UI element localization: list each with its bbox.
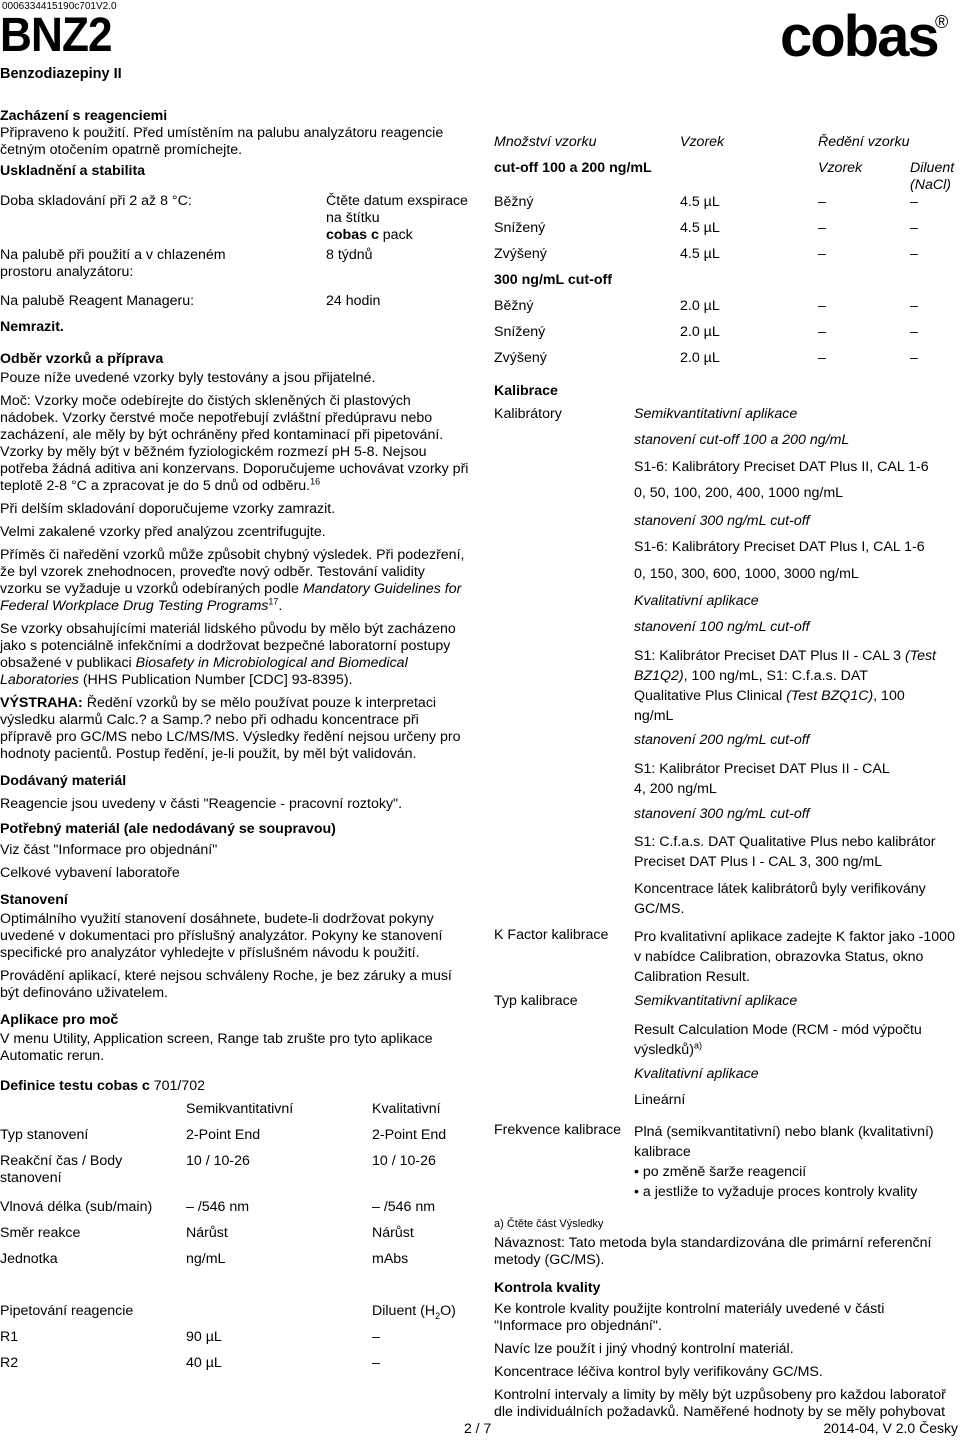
kfactor-label: K Factor kalibrace — [494, 927, 609, 943]
logo-registered-mark: ® — [935, 12, 949, 32]
qc-text: Kontrolní intervaly a limity by měly být uzpůsobeny pro každou laboratoř dle individuálních požadavků. Naměřené hodnoty by se měly pohybovat — [494, 1387, 946, 1420]
required-title: Potřebný materiál (ale nedodávaný se soupravou) — [0, 821, 336, 837]
calibration-title: Kalibrace — [494, 383, 558, 399]
table-row: Snížený 4.5 µL – – — [494, 220, 918, 236]
frequency-label: Frekvence kalibrace — [494, 1122, 621, 1138]
storage-value: 24 hodin — [326, 293, 381, 309]
page-number: 2 / 7 — [464, 1420, 492, 1436]
bullet-icon: • — [634, 1164, 639, 1180]
table-row — [494, 406, 956, 927]
traceability-text: Návaznost: Tato metoda byla standardizována dle primární referenční metody (GC/MS). — [494, 1235, 932, 1268]
qc-text: Koncentrace léčiva kontrol byly verifikovány GC/MS. — [494, 1364, 823, 1380]
storage-value: 8 týdnů — [326, 247, 373, 263]
storage-label: Doba skladování při 2 až 8 °C: — [0, 193, 192, 209]
storage-title: Uskladnění a stabilita — [0, 163, 146, 179]
qc-title: Kontrola kvality — [494, 1280, 601, 1296]
supplied-text: Reagencie jsou uvedeny v části "Reagencie - pracovní roztoky". — [0, 796, 403, 812]
storage-value-tail: pack — [382, 227, 413, 243]
reference-number: 16 — [310, 476, 321, 487]
left-column — [0, 108, 470, 1381]
list-item: • a jestliže to vyžaduje proces kontroly kvality — [634, 1184, 918, 1200]
sampling-paragraph: Velmi zakalené vzorky před analýzou zcentrifugujte. — [0, 524, 326, 540]
assay-text: Provádění aplikací, které nejsou schváleny Roche, je bez záruky a musí být definováno uživatelem. — [0, 968, 452, 1001]
storage-value-bold: cobas c — [326, 227, 379, 243]
table-header-row: cut-off 100 a 200 ng/mL Vzorek Diluent (NaCl) — [494, 160, 955, 193]
table-row: Reakční čas / Body stanovení 10 / 10-26 10 / 10-26 — [0, 1153, 436, 1186]
table-row: R2 40 µL – — [0, 1355, 380, 1371]
sample-volume-table — [494, 134, 956, 376]
sampling-paragraph: Moč: Vzorky moče odebírejte do čistých skleněných či plastových nádobek. Vzorky čerstvé moče nepotřebují zvláštní předúpravu nebo zacházení, ale měly by být ochráněny před kontaminací při pipetování. Vzorky by měly být v běžném fyziologickém rozmezí pH 5-8. Nejsou potřeba žádná aditiva ani konzervans. Doporučujeme uchovávat vzorky při teplotě 2-8 °C a zpracovat je do 5 dnů od odběru.$^{16}$ — [0, 393, 469, 494]
warning-paragraph: VÝSTRAHA: Ředění vzorků by se mělo používat pouze k interpretaci výsledku alarmů Calc.? a Samp.? nebo při odhadu koncentrace při přípravě pro GC/MS nebo LC/MS/MS. Výsledky ředění nejsou určeny pro hodnoty pacientů. Postup ředění, je-li použit, by měl být validován. — [0, 695, 461, 762]
caltype-label: Typ kalibrace — [494, 993, 578, 1009]
table-header-row: Množství vzorku Vzorek Ředění vzorku — [494, 134, 910, 150]
document-version: 2014-04, V 2.0 Česky — [823, 1420, 958, 1436]
handling-text: Připraveno k použití. Před umístěním na palubu analyzátoru reagencie četným otočením opatrně promíchejte. — [0, 125, 444, 158]
table-row: Běžný 2.0 µL – – — [494, 298, 918, 314]
storage-value-text: Čtěte datum exspirace na štítku — [326, 193, 468, 226]
table-row — [494, 927, 956, 993]
document-id: 0006334415190c701V2.0 — [2, 1, 117, 12]
sampling-paragraph: Se vzorky obsahujícími materiál lidského původu by mělo být zacházeno jako s potenciálně infekčními a dodržovat bezpečné laboratorní postupy obsažené v publikaci Biosafety in Microbiological and Biomedical Laboratories (HHS Publication Number [CDC] 93-8395). — [0, 621, 456, 688]
bullet-icon: • — [634, 1184, 639, 1200]
required-text: Celkové vybavení laboratoře — [0, 865, 180, 881]
table-row: Zvýšený 2.0 µL – – — [494, 350, 918, 366]
storage-table — [0, 193, 470, 319]
assay-title: Stanovení — [0, 892, 68, 908]
product-subtitle: Benzodiazepiny II — [0, 66, 122, 82]
calibrators-label: Kalibrátory — [494, 406, 562, 422]
cobas-logo — [780, 6, 952, 71]
table-row: Typ stanovení 2-Point End 2-Point End — [0, 1127, 447, 1143]
table-row: Vlnová délka (sub/main) – /546 nm – /546 nm — [0, 1199, 436, 1215]
table-row: Snížený 2.0 µL – – — [494, 324, 918, 340]
storage-value — [326, 193, 470, 247]
do-not-freeze: Nemrazit. — [0, 319, 64, 335]
logo-text: cobas — [780, 6, 938, 66]
table-row — [0, 193, 470, 247]
sampling-title: Odběr vzorků a příprava — [0, 351, 164, 367]
table-row: Typ kalibrace Semikvantitativní aplikace Result Calculation Mode (RCM - mód výpočtu výsledků)$^{a)}$ Kvalitativní aplikace Lineární — [494, 993, 956, 1122]
assay-text: Optimálního využití stanovení dosáhnete, budete-li dodržovat pokyny uvedené v dokumentaci pro příslušný analyzátor. Pokyny ke stanovení specifické pro analyzátor vyhledejte v příslušném návodu k použití. — [0, 911, 443, 961]
kfactor-text: Pro kvalitativní aplikace zadejte K faktor jako -1000 v nabídce Calibration, obrazovka Status, okno Calibration Result. — [634, 929, 955, 985]
table-row: Jednotka ng/mL mAbs — [0, 1251, 409, 1267]
reference-number: 17 — [268, 596, 279, 607]
list-item: • po změně šarže reagencií — [634, 1164, 807, 1180]
test-definition-title: Definice testu cobas c 701/702 — [0, 1078, 206, 1094]
table-header-row: 300 ng/mL cut-off — [494, 272, 612, 288]
urine-text: V menu Utility, Application screen, Range tab zrušte pro tyto aplikace Automatic rerun. — [0, 1031, 433, 1064]
product-code: BNZ2 — [0, 9, 112, 62]
table-row — [0, 293, 470, 319]
table-header-row: Semikvantitativní Kvalitativní — [186, 1101, 441, 1117]
handling-title: Zacházení s reagenciemi — [0, 108, 168, 124]
test-definition-table — [0, 1101, 470, 1381]
warning-label: VÝSTRAHA: — [0, 695, 83, 711]
calibration-table — [494, 406, 956, 1202]
storage-label: Na palubě Reagent Manageru: — [0, 293, 195, 309]
table-row — [0, 247, 470, 293]
sampling-paragraph: Při delším skladování doporučujeme vzorky zamrazit. — [0, 501, 336, 517]
sampling-paragraph: Příměs či naředění vzorků může způsobit chybný výsledek. Při podezření, že byl vzorek znehodnocen, proveďte nový odběr. Testování validity vzorku se vyžaduje u vzorků odebíraných podle Mandatory Guidelines for Federal Workplace Drug Testing Programs$^{17}$. — [0, 547, 465, 614]
table-row: Zvýšený 4.5 µL – – — [494, 246, 918, 262]
table-row: Směr reakce Nárůst Nárůst — [0, 1225, 414, 1241]
table-row: R1 90 µL – — [0, 1329, 380, 1345]
table-header-row: Pipetování reagencie Diluent $(H_2O)$ — [0, 1303, 456, 1321]
footnote: a) Čtěte část Výsledky — [494, 1218, 604, 1230]
qc-text: Ke kontrole kvality použijte kontrolní materiály uvedené v části "Informace pro objednání". — [494, 1301, 885, 1334]
table-row: Běžný 4.5 µL – – — [494, 194, 918, 210]
sampling-paragraph: Pouze níže uvedené vzorky byly testovány a jsou přijatelné. — [0, 370, 376, 386]
calibrators-details: Semikvantitativní aplikace stanovení cut-off 100 a 200 ng/mL S1-6: Kalibrátory Preciset DAT Plus II, CAL 1-6 0, 50, 100, 200, 400, 1000 ng/mL stanovení 300 ng/mL cut-off S1-6: Kalibrátory Preciset DAT Plus I, CAL 1-6 0, 150, 300, 600, 1000, 3000 ng/mL Kvalitativní aplikace stanovení 100 ng/mL cut-off S1: Kalibrátor Preciset DAT Plus II - CAL 3 (Test BZ1Q2), 100 ng/mL, S1: C.f.a.s. DAT Qualitative Plus Clinical (Test BZQ1C), 100 ng/mL stanovení 200 ng/mL cut-off S1: Kalibrátor Preciset DAT Plus II - CAL 4, 200 ng/mL stanovení 300 ng/mL cut-off S1: C.f.a.s. DAT Qualitative Plus nebo kalibrátor Preciset DAT Plus I - CAL 3, 300 ng/mL Koncentrace látek kalibrátorů byly verifikovány GC/MS. — [634, 406, 936, 917]
urine-title: Aplikace pro moč — [0, 1012, 119, 1028]
right-column — [494, 134, 956, 1421]
table-row: Frekvence kalibrace Plná (semikvantitativní) nebo blank (kvalitativní) kalibrace • po změně šarže reagencií • a jestliže to vyžaduje proces kontroly kvality — [494, 1122, 956, 1202]
required-text: Viz část "Informace pro objednání" — [0, 842, 218, 858]
supplied-title: Dodávaný materiál — [0, 773, 127, 789]
qc-text: Navíc lze použít i jiný vhodný kontrolní materiál. — [494, 1341, 794, 1357]
storage-label: Na palubě při použití a v chlazeném prostoru analyzátoru: — [0, 247, 226, 280]
